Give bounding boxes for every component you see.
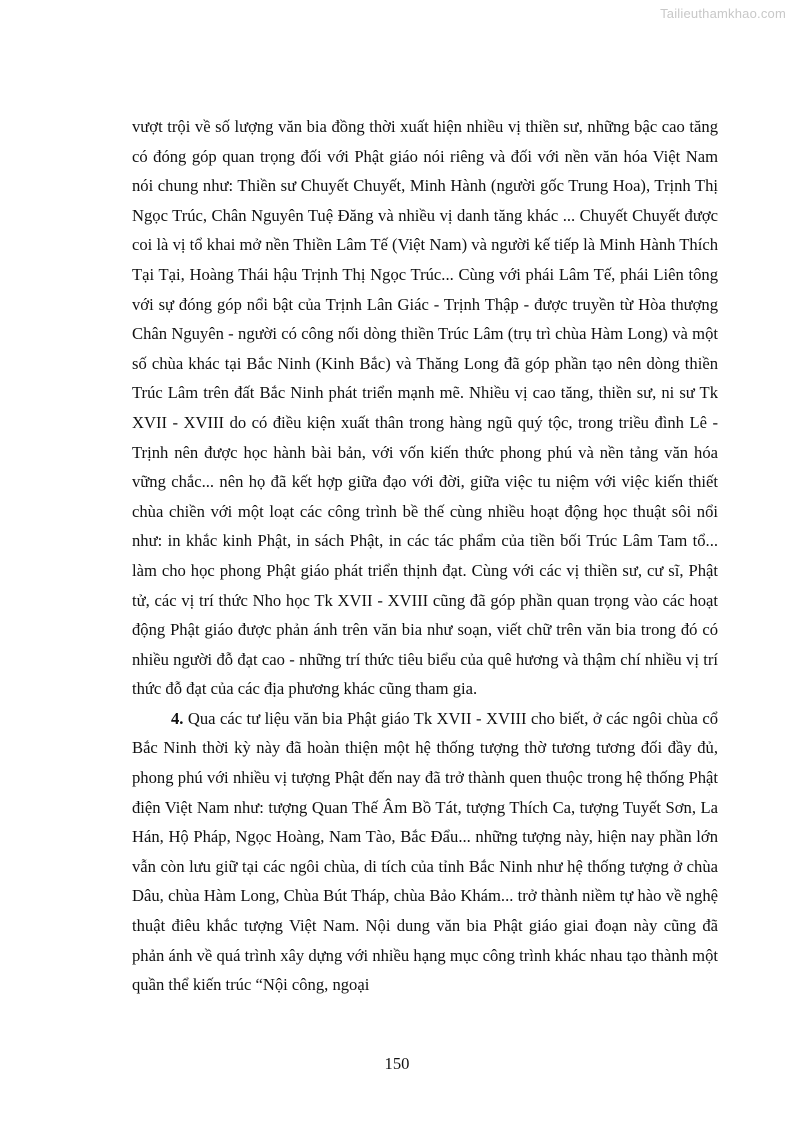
document-body — [132, 112, 718, 1000]
section-number: 4. — [171, 708, 184, 728]
page-number: 150 — [384, 1054, 410, 1073]
watermark: Tailieuthamkhao.com — [660, 6, 786, 21]
paragraph-text: Qua các tư liệu văn bia Phật giáo Tk XVII - XVIII cho biết, ở các ngôi chùa cổ Bắc Ninh thời kỳ này đã hoàn thiện một hệ thống tượng thờ tương tương đối đầy đủ, phong phú với nhiều vị tượng Phật đến nay đã trở thành quen thuộc trong hệ thống Phật điện Việt Nam như: tượng Quan Thế Âm Bồ Tát, tượng Thích Ca, tượng Tuyết Sơn, La Hán, Hộ Pháp, Ngọc Hoàng, Nam Tào, Bắc Đẩu... những tượng này, hiện nay phần lớn vẫn còn lưu giữ tại các ngôi chùa, di tích của tỉnh Bắc Ninh như hệ thống tượng ở chùa Dâu, chùa Hàm Long, Chùa Bút Tháp, chùa Bảo Khám... trở thành niềm tự hào về nghệ thuật điêu khắc tượng Việt Nam. Nội dung văn bia Phật giáo giai đoạn này cũng đã phản ánh về quá trình xây dựng với nhiều hạng mục công trình khác nhau tạo thành một quần thể kiến trúc “Nội công, ngoại — [132, 708, 718, 995]
paragraph-continuation — [132, 112, 718, 704]
paragraph-text: vượt trội về số lượng văn bia đồng thời xuất hiện nhiều vị thiền sư, những bậc cao tăng có đóng góp quan trọng đối với Phật giáo nói riêng và đối với nền văn hóa Việt Nam nói chung như: Thiền sư Chuyết Chuyết, Minh Hành (người gốc Trung Hoa), Trịnh Thị Ngọc Trúc, Chân Nguyên Tuệ Đăng và nhiều vị danh tăng khác ... Chuyết Chuyết được coi là vị tổ khai mở nền Thiền Lâm Tế (Việt Nam) và người kế tiếp là Minh Hành Thích Tại Tại, Hoàng Thái hậu Trịnh Thị Ngọc Trúc... Cùng với phái Lâm Tế, phái Liên tông với sự đóng góp nổi bật của Trịnh Lân Giác - Trịnh Thập - được truyền từ Hòa thượng Chân Nguyên - người có công nối dòng thiền Trúc Lâm (trụ trì chùa Hàm Long) và một số chùa khác tại Bắc Ninh (Kinh Bắc) và Thăng Long đã góp phần tạo nên dòng thiền Trúc Lâm trên đất Bắc Ninh phát triển mạnh mẽ. Nhiều vị cao tăng, thiền sư, ni sư Tk XVII - XVIII do có điều kiện xuất thân trong hàng ngũ quý tộc, trong triều đình Lê - Trịnh nên được học hành bài bản, với vốn kiến thức phong phú và nền tảng văn hóa vững chắc... nên họ đã kết hợp giữa đạo với đời, giữa việc tu niệm với việc kiến thiết chùa chiền với một loạt các công trình bề thế cùng nhiều hoạt động học thuật sôi nổi như: in khắc kinh Phật, in sách Phật, in các tác phẩm của tiền bối Trúc Lâm Tam tổ... làm cho học phong Phật giáo phát triển thịnh đạt. Cùng với các vị thiền sư, cư sĩ, Phật tử, các vị trí thức Nho học Tk XVII - XVIII cũng đã góp phần quan trọng vào các hoạt động Phật giáo được phản ánh trên văn bia như soạn, viết chữ trên văn bia trong đó có nhiều người đỗ đạt cao - những trí thức tiêu biểu của quê hương và thậm chí nhiều vị trí thức đỗ đạt của các địa phương khác cũng tham gia. — [132, 117, 718, 699]
paragraph-section-4 — [132, 704, 718, 1000]
